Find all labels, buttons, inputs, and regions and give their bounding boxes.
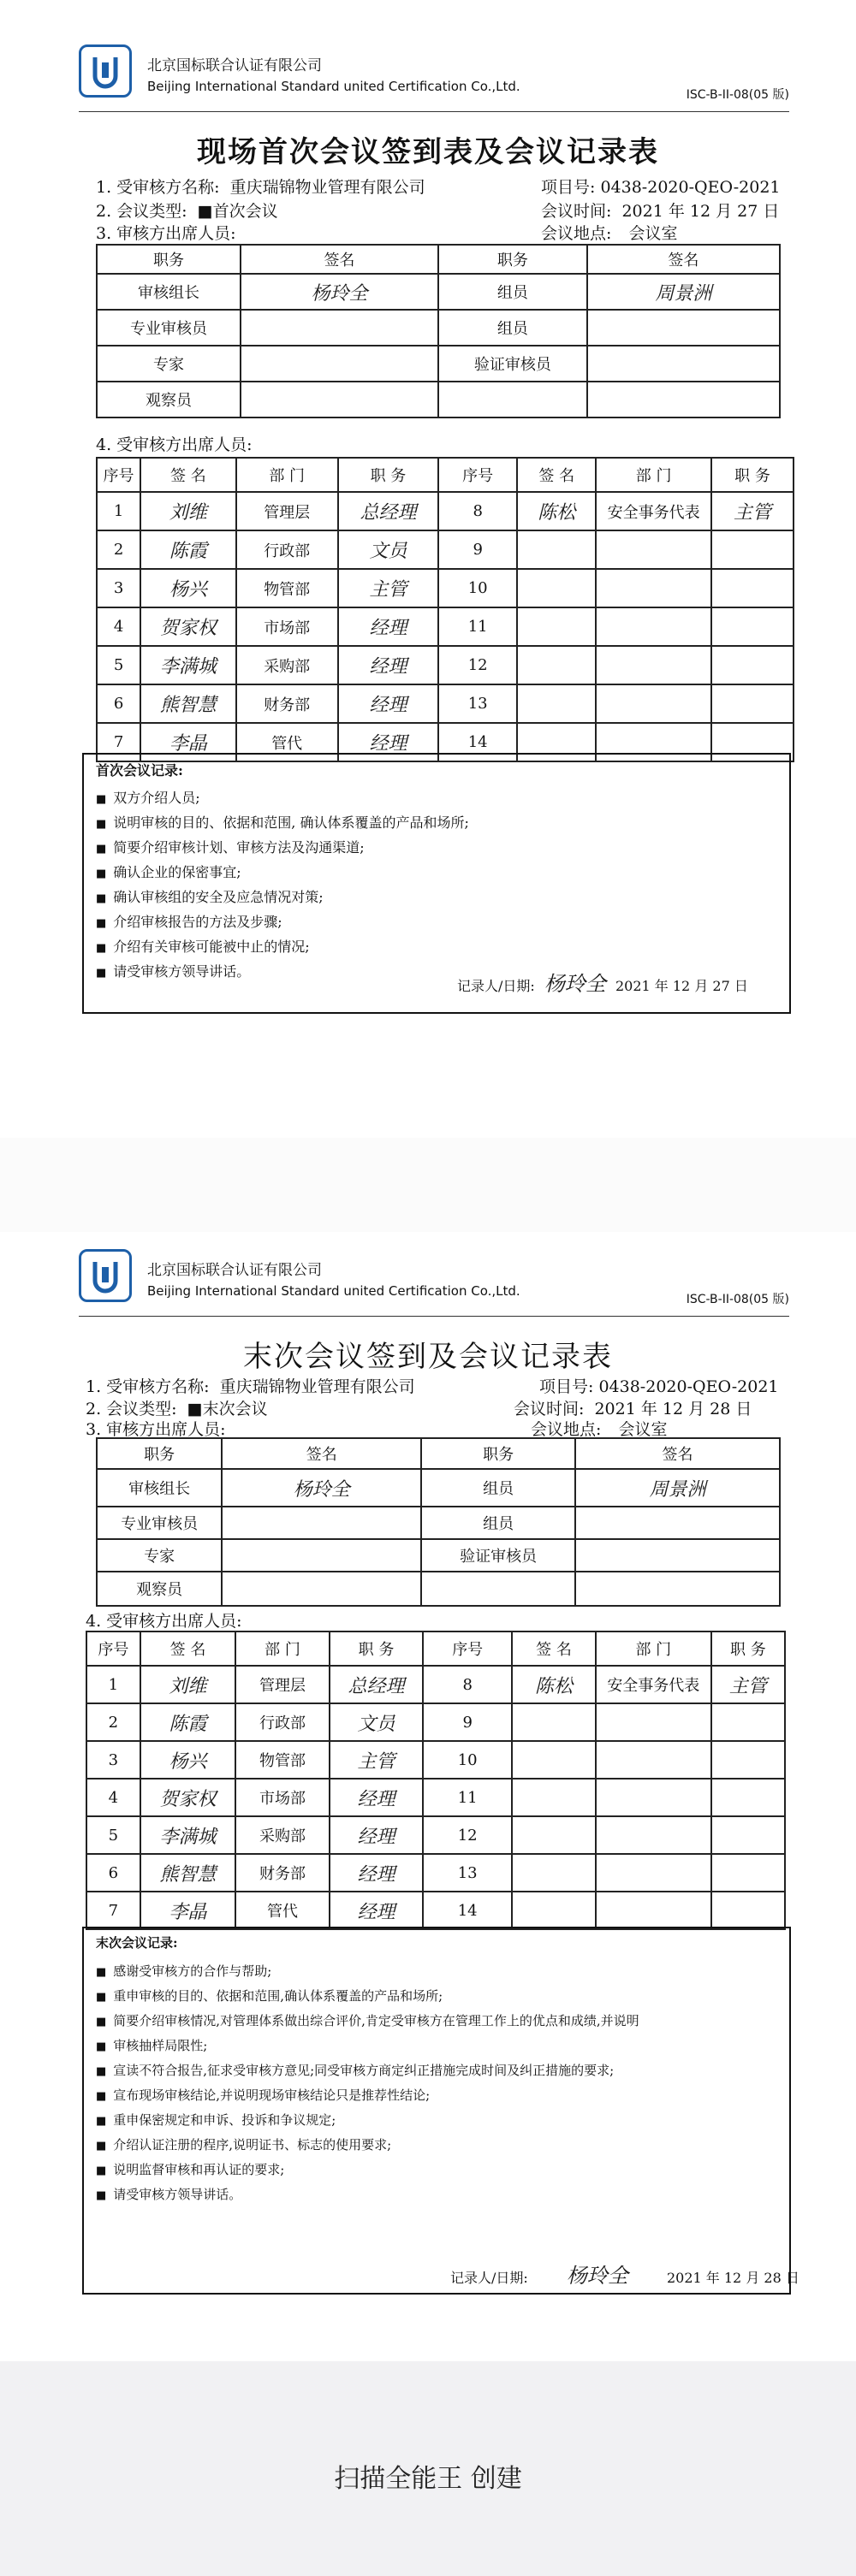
- meeting-place-line: [531, 1417, 667, 1440]
- attendee-signature: [512, 1816, 596, 1854]
- attendee-dept: 采购部: [236, 646, 338, 684]
- auditee-label: 1. 受审核方名称:: [96, 178, 220, 197]
- attendee-signature: 贺家权: [140, 1779, 236, 1816]
- attendee-dept: 市场部: [236, 607, 338, 646]
- auditor-role: [438, 382, 587, 417]
- attendee-no: 1: [97, 492, 140, 530]
- attendee-no: 13: [423, 1854, 512, 1892]
- attendee-signature: 陈松: [517, 492, 596, 530]
- scanner-watermark-footer: [0, 2361, 856, 2576]
- meeting-type-line: [96, 198, 278, 222]
- attendee-signature: 杨兴: [140, 569, 236, 607]
- attendee-dept: 安全事务代表: [596, 1666, 711, 1703]
- attendee-header-cell: 序号: [438, 458, 517, 492]
- meeting-type-label: 2. 会议类型:: [96, 202, 187, 221]
- recorder-signature: 杨玲全: [566, 2264, 628, 2288]
- table-row: [86, 1779, 785, 1816]
- attendee-header-cell: 签 名: [140, 1631, 236, 1666]
- auditor-signature: 周景洲: [587, 274, 780, 310]
- attendee-position: [711, 684, 794, 723]
- auditor-header-cell: 职务: [438, 245, 587, 274]
- meeting-time-label: 会议时间:: [541, 202, 612, 221]
- attendee-position: 经理: [330, 1854, 424, 1892]
- attendee-signature: [512, 1854, 596, 1892]
- auditor-role: 专家: [97, 346, 241, 382]
- notes-list: [96, 1959, 639, 2207]
- table-row: [97, 530, 794, 569]
- auditor-header-cell: 签名: [241, 245, 438, 274]
- auditor-role: 专业审核员: [97, 1507, 222, 1539]
- auditee-name: 重庆瑞锦物业管理有限公司: [219, 1377, 415, 1396]
- attendee-header-cell: 签 名: [517, 458, 596, 492]
- auditor-signature: [587, 382, 780, 417]
- list-item: ■ 简要介绍审核计划、审核方法及沟通渠道;: [96, 835, 469, 860]
- auditor-role: 验证审核员: [438, 346, 587, 382]
- meeting-type-line: [86, 1396, 268, 1419]
- table-row: [86, 1892, 785, 1929]
- attendee-position: [711, 646, 794, 684]
- recorder-label: 记录人/日期:: [450, 2270, 528, 2286]
- meeting-time-label: 会议时间:: [514, 1400, 585, 1418]
- attendee-dept: 管理层: [236, 492, 338, 530]
- attendee-dept: [596, 530, 711, 569]
- attendee-dept: 行政部: [235, 1703, 329, 1741]
- table-row: [97, 492, 794, 530]
- auditor-role: 专业审核员: [97, 310, 241, 346]
- attendee-no: 12: [438, 646, 517, 684]
- table-row: [97, 684, 794, 723]
- auditor-role: 组员: [438, 274, 587, 310]
- attendee-signature: 李满城: [140, 1816, 236, 1854]
- auditor-role: 审核组长: [97, 1469, 222, 1507]
- page-title: 末次会议签到及会议记录表: [243, 1340, 613, 1374]
- attendee-no: 8: [438, 492, 517, 530]
- attendee-position: 经理: [330, 1892, 424, 1929]
- auditor-role: 专家: [97, 1539, 222, 1572]
- list-item: ■ 宣布现场审核结论,并说明现场审核结论只是推荐性结论;: [96, 2083, 639, 2108]
- recorder-line: [450, 2259, 800, 2289]
- table-row: [86, 1816, 785, 1854]
- attendee-signature: 陈霞: [140, 1703, 236, 1741]
- list-item: ■ 重申保密规定和申诉、投诉和争议规定;: [96, 2108, 639, 2133]
- attendee-no: 3: [97, 569, 140, 607]
- attendee-no: 5: [86, 1816, 140, 1854]
- attendee-position: 经理: [330, 1779, 424, 1816]
- attendee-position: [711, 530, 794, 569]
- table-row: [97, 569, 794, 607]
- attendee-no: 6: [97, 684, 140, 723]
- list-item: ■ 双方介绍人员;: [96, 785, 469, 810]
- first-meeting-sheet: [0, 0, 856, 1138]
- document-code: ISC-B-II-08(05 版): [686, 88, 789, 102]
- attendee-signature: 贺家权: [140, 607, 236, 646]
- attendee-signature: [517, 607, 596, 646]
- meeting-notes-box: [82, 1927, 800, 2295]
- attendee-signature: [517, 569, 596, 607]
- attendee-dept: 物管部: [235, 1741, 329, 1779]
- auditor-header-cell: 签名: [587, 245, 780, 274]
- auditee-name: 重庆瑞锦物业管理有限公司: [229, 178, 425, 197]
- meeting-time-line: [541, 198, 779, 222]
- attendee-position: [711, 1703, 785, 1741]
- company-name-en: Beijing International Standard united Certification Co.,Ltd.: [147, 1283, 520, 1299]
- attendee-dept: [596, 1703, 711, 1741]
- attendee-header-cell: 序号: [86, 1631, 140, 1666]
- auditor-header-cell: 职务: [97, 245, 241, 274]
- list-item: ■ 介绍审核报告的方法及步骤;: [96, 909, 469, 934]
- attendee-position: 经理: [338, 723, 438, 761]
- project-line: [539, 1374, 779, 1397]
- attendee-dept: [596, 1779, 711, 1816]
- attendee-header-cell: 签 名: [512, 1631, 596, 1666]
- auditor-signature: 杨玲全: [241, 274, 438, 310]
- table-row: [86, 1854, 785, 1892]
- attendee-dept: 物管部: [236, 569, 338, 607]
- project-number: 0438-2020-QEO-2021: [598, 1377, 779, 1396]
- auditor-role: 组员: [421, 1507, 575, 1539]
- attendee-header-cell: 部 门: [236, 458, 338, 492]
- meeting-type-label: 2. 会议类型:: [86, 1400, 177, 1418]
- watermark-text: 扫描全能王 创建: [334, 2464, 522, 2494]
- list-item: ■ 感谢受审核方的合作与帮助;: [96, 1959, 639, 1984]
- attendee-signature: 陈松: [512, 1666, 596, 1703]
- attendee-header-cell: 签 名: [140, 458, 236, 492]
- attendee-signature: [517, 646, 596, 684]
- list-item: ■ 介绍有关审核可能被中止的情况;: [96, 934, 469, 959]
- attendee-signature: 李满城: [140, 646, 236, 684]
- attendee-position: [711, 1816, 785, 1854]
- attendee-dept: 管代: [235, 1892, 329, 1929]
- attendee-no: 4: [97, 607, 140, 646]
- attendee-no: 9: [423, 1703, 512, 1741]
- page-title: 现场首次会议签到表及会议记录表: [197, 135, 659, 169]
- meeting-time: 2021 年 12 月 27 日: [621, 202, 780, 221]
- list-item: ■ 请受审核方领导讲话。: [96, 959, 469, 984]
- table-row: [97, 646, 794, 684]
- attendee-no: 2: [97, 530, 140, 569]
- project-line: [541, 175, 781, 198]
- auditor-signature: 周景洲: [575, 1469, 780, 1507]
- recorder-line: [457, 967, 748, 997]
- attendee-table: [86, 1631, 786, 1930]
- meeting-type: ■末次会议: [187, 1400, 268, 1418]
- auditor-header-cell: 签名: [222, 1438, 421, 1469]
- attendee-position: 主管: [330, 1741, 424, 1779]
- certification-logo-icon: [79, 1249, 132, 1302]
- auditee-line: [86, 1374, 415, 1397]
- meeting-place: 会议室: [628, 224, 678, 243]
- meeting-place-label: 会议地点:: [541, 224, 612, 243]
- meeting-time-line: [514, 1396, 752, 1419]
- meeting-notes-box: [82, 753, 791, 1014]
- attendee-dept: 财务部: [236, 684, 338, 723]
- auditor-signature: [222, 1539, 421, 1572]
- attendee-position: [711, 1892, 785, 1929]
- attendee-signature: 熊智慧: [140, 684, 236, 723]
- attendee-no: 7: [97, 723, 140, 761]
- company-name-cn: 北京国标联合认证有限公司: [147, 57, 322, 74]
- attendee-header-cell: 职 务: [711, 458, 794, 492]
- auditor-role: 观察员: [97, 1572, 222, 1606]
- attendee-dept: [596, 1854, 711, 1892]
- attendee-dept: [596, 1741, 711, 1779]
- attendee-signature: [517, 530, 596, 569]
- attendee-no: 2: [86, 1703, 140, 1741]
- auditor-signature: [587, 310, 780, 346]
- attendee-position: 主管: [711, 492, 794, 530]
- auditor-header-cell: 签名: [575, 1438, 780, 1469]
- list-item: ■ 确认企业的保密事宜;: [96, 860, 469, 885]
- attendee-no: 12: [423, 1816, 512, 1854]
- attendee-position: 经理: [330, 1816, 424, 1854]
- attendee-signature: [517, 684, 596, 723]
- attendee-header-cell: 序号: [423, 1631, 512, 1666]
- attendee-position: 文员: [338, 530, 438, 569]
- auditor-signature: [222, 1572, 421, 1606]
- auditor-role: [421, 1572, 575, 1606]
- auditor-signature: [587, 346, 780, 382]
- list-item: ■ 请受审核方领导讲话。: [96, 2182, 639, 2207]
- table-row: [86, 1741, 785, 1779]
- attendee-no: 5: [97, 646, 140, 684]
- auditor-header-cell: 职务: [97, 1438, 222, 1469]
- auditor-signature: [241, 310, 438, 346]
- page-separator: [0, 1138, 856, 1232]
- attendee-signature: 刘维: [140, 1666, 236, 1703]
- final-meeting-sheet: [0, 1232, 856, 2361]
- auditor-table: [96, 1437, 781, 1607]
- auditor-signature: [575, 1572, 780, 1606]
- auditee-line: [96, 175, 425, 198]
- attendee-header-cell: 职 务: [330, 1631, 424, 1666]
- recorder-date: 2021 年 12 月 27 日: [615, 978, 748, 994]
- attendee-position: [711, 1779, 785, 1816]
- attendee-signature: [512, 1892, 596, 1929]
- auditor-attendees-label: 3. 审核方出席人员:: [86, 1420, 226, 1439]
- auditor-signature: [241, 346, 438, 382]
- meeting-type: ■首次会议: [197, 202, 278, 221]
- attendee-header-cell: 序号: [97, 458, 140, 492]
- attendee-no: 14: [423, 1892, 512, 1929]
- attendee-no: 10: [423, 1741, 512, 1779]
- attendee-no: 9: [438, 530, 517, 569]
- attendee-position: [711, 1854, 785, 1892]
- auditor-signature: 杨玲全: [222, 1469, 421, 1507]
- meeting-time: 2021 年 12 月 28 日: [594, 1400, 752, 1418]
- meeting-place-line: [541, 221, 677, 244]
- table-row: [97, 607, 794, 646]
- attendee-signature: 李晶: [140, 1892, 236, 1929]
- attendee-no: 8: [423, 1666, 512, 1703]
- attendee-position: 经理: [338, 684, 438, 723]
- attendee-no: 3: [86, 1741, 140, 1779]
- attendee-dept: 采购部: [235, 1816, 329, 1854]
- attendee-no: 7: [86, 1892, 140, 1929]
- attendee-position: 总经理: [338, 492, 438, 530]
- attendee-header-cell: 部 门: [235, 1631, 329, 1666]
- list-item: ■ 说明监督审核和再认证的要求;: [96, 2158, 639, 2182]
- attendee-dept: [596, 1816, 711, 1854]
- attendee-signature: 杨兴: [140, 1741, 236, 1779]
- attendee-header-cell: 职 务: [711, 1631, 785, 1666]
- attendee-no: 10: [438, 569, 517, 607]
- attendee-dept: 安全事务代表: [596, 492, 711, 530]
- auditor-role: 验证审核员: [421, 1539, 575, 1572]
- attendee-dept: 财务部: [235, 1854, 329, 1892]
- list-item: ■ 重申审核的目的、依据和范围,确认体系覆盖的产品和场所;: [96, 1984, 639, 2009]
- attendee-no: 11: [423, 1779, 512, 1816]
- notes-title: 末次会议记录:: [96, 1935, 178, 1951]
- document-header: [79, 44, 789, 112]
- auditor-signature: [222, 1507, 421, 1539]
- notes-title: 首次会议记录:: [96, 762, 183, 779]
- list-item: ■ 审核抽样局限性;: [96, 2034, 639, 2058]
- auditor-signature: [241, 382, 438, 417]
- notes-list: [96, 785, 469, 984]
- attendee-dept: 市场部: [235, 1779, 329, 1816]
- auditor-signature: [575, 1539, 780, 1572]
- auditee-attendees-label: 4. 受审核方出席人员:: [86, 1612, 242, 1631]
- list-item: ■ 确认审核组的安全及应急情况对策;: [96, 885, 469, 909]
- project-label: 项目号:: [541, 178, 596, 197]
- list-item: ■ 介绍认证注册的程序,说明证书、标志的使用要求;: [96, 2133, 639, 2158]
- attendee-position: 主管: [338, 569, 438, 607]
- project-label: 项目号:: [539, 1377, 594, 1396]
- company-name-en: Beijing International Standard united Certification Co.,Ltd.: [147, 79, 520, 94]
- attendee-position: [711, 1741, 785, 1779]
- attendee-no: 11: [438, 607, 517, 646]
- attendee-dept: 管代: [236, 723, 338, 761]
- attendee-position: [711, 569, 794, 607]
- attendee-signature: [512, 1741, 596, 1779]
- attendee-dept: [596, 684, 711, 723]
- auditor-attendees-label: 3. 审核方出席人员:: [96, 224, 236, 243]
- list-item: ■ 宣读不符合报告,征求受审核方意见;同受审核方商定纠正措施完成时间及纠正措施的要求;: [96, 2058, 639, 2083]
- attendee-signature: 刘维: [140, 492, 236, 530]
- auditor-role: 审核组长: [97, 274, 241, 310]
- auditor-header-cell: 职务: [421, 1438, 575, 1469]
- attendee-header-cell: 职 务: [338, 458, 438, 492]
- attendee-signature: 熊智慧: [140, 1854, 236, 1892]
- document-header: [79, 1249, 789, 1317]
- company-name-cn: 北京国标联合认证有限公司: [147, 1262, 322, 1279]
- attendee-signature: 李晶: [140, 723, 236, 761]
- list-item: ■ 简要介绍审核情况,对管理体系做出综合评价,肯定受审核方在管理工作上的优点和成绩,并说明: [96, 2009, 639, 2034]
- attendee-no: 6: [86, 1854, 140, 1892]
- auditor-signature: [575, 1507, 780, 1539]
- attendee-position: 经理: [338, 646, 438, 684]
- attendee-position: [711, 607, 794, 646]
- project-number: 0438-2020-QEO-2021: [600, 178, 781, 197]
- attendee-position: 主管: [711, 1666, 785, 1703]
- attendee-dept: [596, 646, 711, 684]
- attendee-dept: [596, 607, 711, 646]
- attendee-header-cell: 部 门: [596, 1631, 711, 1666]
- attendee-header-cell: 部 门: [596, 458, 711, 492]
- auditor-table: [96, 244, 781, 418]
- document-code: ISC-B-II-08(05 版): [686, 1293, 789, 1306]
- attendee-no: 13: [438, 684, 517, 723]
- table-row: [86, 1703, 785, 1741]
- attendee-table: [96, 457, 794, 762]
- recorder-signature: 杨玲全: [544, 972, 606, 996]
- attendee-dept: [596, 569, 711, 607]
- attendee-no: 4: [86, 1779, 140, 1816]
- auditee-label: 1. 受审核方名称:: [86, 1377, 210, 1396]
- meeting-place-label: 会议地点:: [531, 1420, 602, 1439]
- auditor-role: 组员: [421, 1469, 575, 1507]
- attendee-dept: [596, 1892, 711, 1929]
- certification-logo-icon: [79, 44, 132, 98]
- attendee-signature: [512, 1779, 596, 1816]
- attendee-no: 1: [86, 1666, 140, 1703]
- auditor-role: 观察员: [97, 382, 241, 417]
- recorder-date: 2021 年 12 月 28 日: [666, 2270, 800, 2286]
- attendee-position: 总经理: [330, 1666, 424, 1703]
- attendee-no: 14: [438, 723, 517, 761]
- attendee-signature: [512, 1703, 596, 1741]
- table-row: [86, 1666, 785, 1703]
- attendee-position: 文员: [330, 1703, 424, 1741]
- auditor-role: 组员: [438, 310, 587, 346]
- meeting-place: 会议室: [618, 1420, 668, 1439]
- attendee-signature: 陈霞: [140, 530, 236, 569]
- auditee-attendees-label: 4. 受审核方出席人员:: [96, 435, 253, 454]
- attendee-dept: 行政部: [236, 530, 338, 569]
- recorder-label: 记录人/日期:: [457, 978, 535, 994]
- list-item: ■ 说明审核的目的、依据和范围, 确认体系覆盖的产品和场所;: [96, 810, 469, 835]
- attendee-position: 经理: [338, 607, 438, 646]
- attendee-dept: 管理层: [235, 1666, 329, 1703]
